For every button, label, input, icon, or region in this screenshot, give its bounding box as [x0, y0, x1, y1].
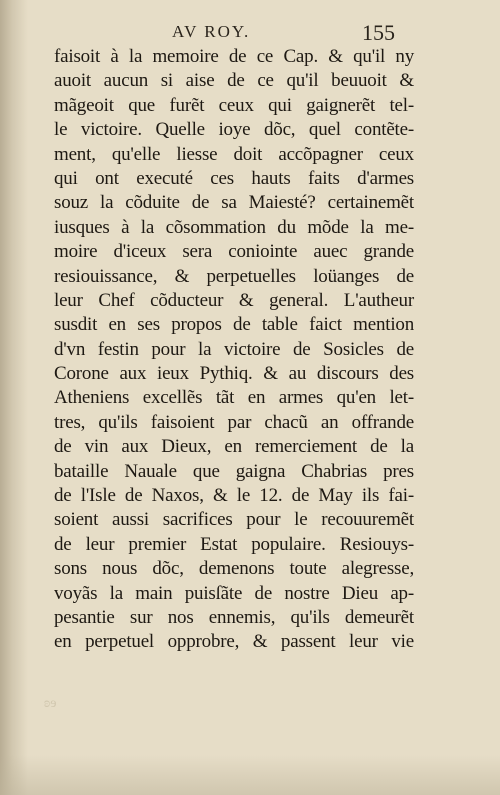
- text-line: leur Chef cõducteur & general. L'autheur: [54, 289, 414, 311]
- page-bottom-shadow: [0, 755, 500, 795]
- text-line: susdit en ses propos de table faict mention: [54, 314, 414, 336]
- text-line: qui ont executé ces hauts faits d'armes: [54, 167, 414, 189]
- text-line: le victoire. Quelle ioye dõc, quel contẽte-: [54, 119, 414, 141]
- text-line: iusques à la cõsommation du mõde la me-: [54, 216, 414, 238]
- text-line: bataille Nauale que gaigna Chabrias pres: [54, 460, 414, 482]
- page-number: 155: [362, 20, 395, 45]
- text-line: de vin aux Dieux, en remerciement de la: [54, 436, 414, 458]
- text-line: resiouissance, & perpetuelles loüanges de: [54, 265, 414, 287]
- page-gutter-shadow: [0, 0, 28, 795]
- text-line: de l'Isle de Naxos, & le 12. de May ils fai-: [54, 485, 414, 507]
- text-line: Atheniens excellẽs tãt en armes qu'en let-: [54, 387, 414, 409]
- text-line: d'vn festin pour la victoire de Sosicles de: [54, 338, 414, 360]
- text-line: en perpetuel opprobre, & passent leur vie: [54, 631, 414, 653]
- text-line: moire d'iceux sera coniointe auec grande: [54, 241, 414, 263]
- text-line: Corone aux ieux Pythiq. & au discours des: [54, 363, 414, 385]
- text-line: sons nous dõc, demenons toute alegresse,: [54, 558, 414, 580]
- bleed-through-mark: ʚɘ: [44, 696, 57, 711]
- text-line: auoit aucun si aise de ce qu'il beuuoit &: [54, 70, 414, 92]
- body-text: [54, 45, 414, 655]
- text-line: de leur premier Estat populaire. Resiouys-: [54, 533, 414, 555]
- text-line: soient aussi sacrifices pour le recouuremẽt: [54, 509, 414, 531]
- text-line: voyãs la main puisſãte de nostre Dieu ap-: [54, 582, 414, 604]
- running-head: AV ROY.: [172, 22, 251, 41]
- text-line: tres, qu'ils faisoient par chacũ an offrande: [54, 411, 414, 433]
- text-line: souz la cõduite de sa Maiesté? certainemẽt: [54, 192, 414, 214]
- text-line: pesantie sur nos ennemis, qu'ils demeurẽt: [54, 606, 414, 628]
- page-header: [0, 14, 500, 48]
- text-line: ment, qu'elle liesse doit accõpagner ceux: [54, 143, 414, 165]
- text-line: faisoit à la memoire de ce Cap. & qu'il ny: [54, 46, 414, 67]
- text-line: mãgeoit que furẽt ceux qui gaignerẽt tel-: [54, 94, 414, 116]
